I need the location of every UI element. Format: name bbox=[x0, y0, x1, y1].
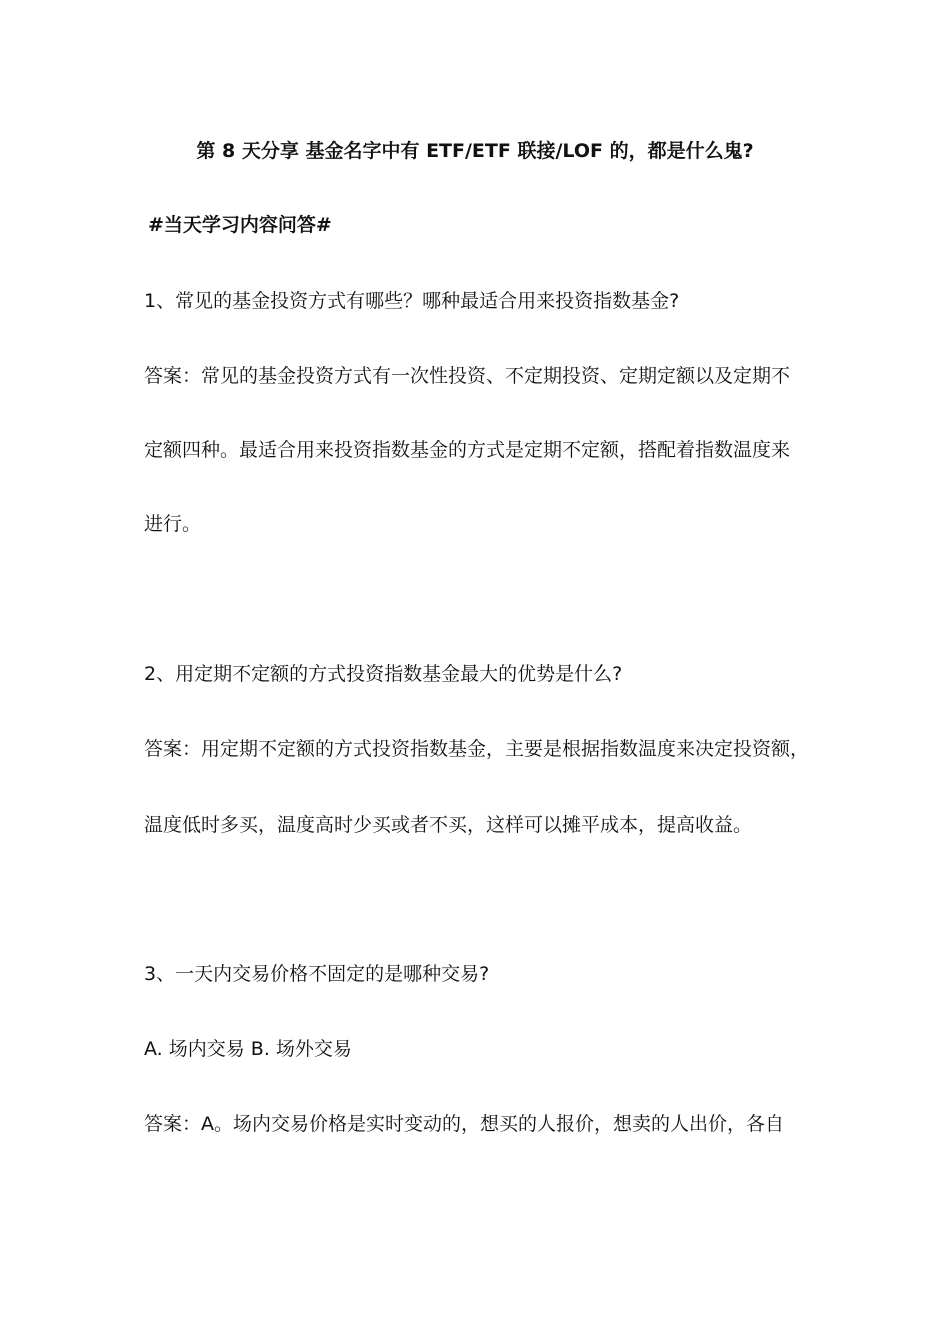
answer-2-line-2: 温度低时多买，温度高时少买或者不买，这样可以摊平成本，提高收益。 bbox=[144, 814, 753, 836]
answer-2-line-1: 答案：用定期不定额的方式投资指数基金，主要是根据指数温度来决定投资额， bbox=[144, 738, 810, 760]
answer-3-line-1: 答案：A。场内交易价格是实时变动的，想买的人报价，想卖的人出价，各自 bbox=[144, 1113, 784, 1135]
question-1: 1、常见的基金投资方式有哪些？哪种最适合用来投资指数基金? bbox=[144, 290, 680, 312]
question-3: 3、一天内交易价格不固定的是哪种交易? bbox=[144, 963, 490, 985]
question-2: 2、用定期不定额的方式投资指数基金最大的优势是什么? bbox=[144, 663, 623, 685]
answer-1-line-1: 答案：常见的基金投资方式有一次性投资、不定期投资、定期定额以及定期不 bbox=[144, 365, 791, 387]
question-3-options: A. 场内交易 B. 场外交易 bbox=[144, 1038, 352, 1060]
answer-1-line-3: 进行。 bbox=[144, 513, 202, 535]
document-title: 第 8 天分享 基金名字中有 ETF/ETF 联接/LOF 的，都是什么鬼? bbox=[196, 140, 754, 162]
answer-1-line-2: 定额四种。最适合用来投资指数基金的方式是定期不定额，搭配着指数温度来 bbox=[144, 439, 791, 461]
section-tag: #当天学习内容问答# bbox=[148, 214, 332, 236]
